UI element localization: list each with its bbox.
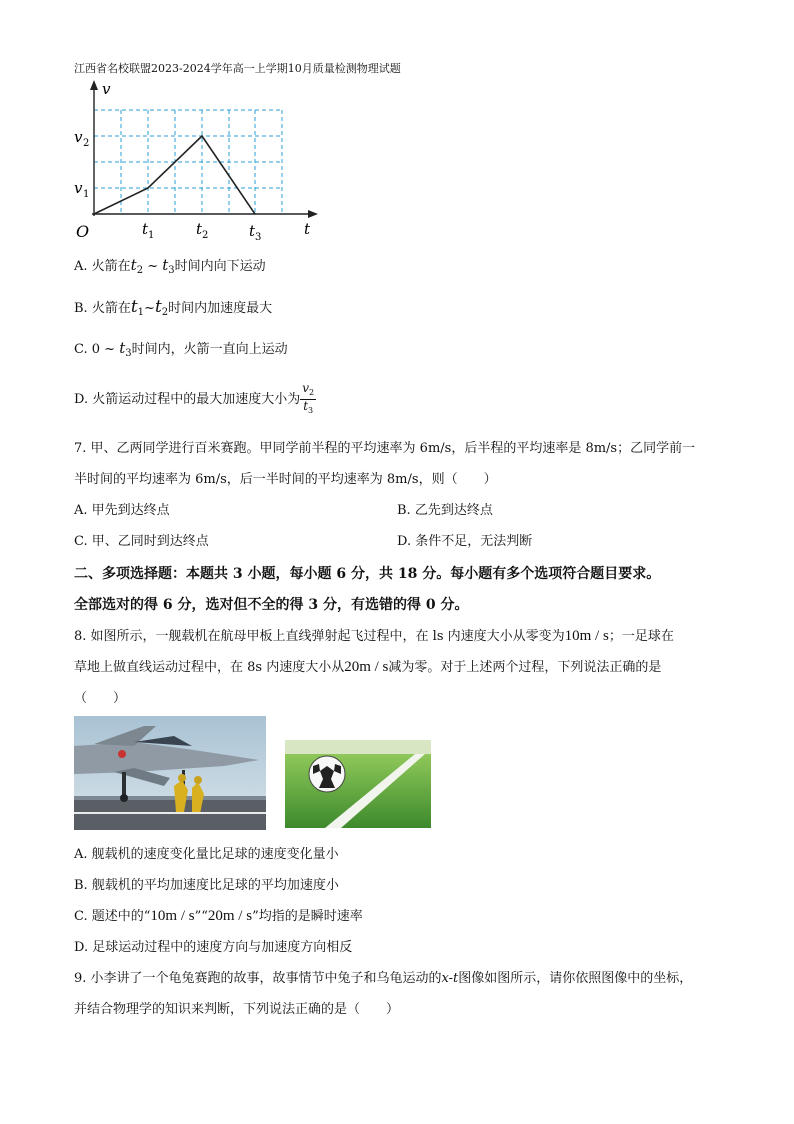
q7-option-d[interactable]: D. 条件不足，无法判断 xyxy=(397,534,533,549)
y-axis-label: v xyxy=(102,80,111,98)
origin-label: O xyxy=(76,222,90,241)
q9-stem-line2: 并结合物理学的知识来判断，下列说法正确的是（ ） xyxy=(74,1002,400,1017)
q7-stem-line2: 半时间的平均速率为 6m/s，后一半时间的平均速率为 8m/s，则（ ） xyxy=(74,472,497,487)
q6-option-d[interactable]: D. 火箭运动过程中的最大加速度大小为 $\frac{v_2}{t_3}$ xyxy=(74,381,315,415)
section2-heading-line2: 全部选对的得 6 分，选对但不全的得 3 分，有选错的得 0 分。 xyxy=(74,597,469,613)
tick-v1: v xyxy=(74,179,83,197)
q8-stem-line2: 草地上做直线运动过程中，在 8s 内速度大小从20m / s减为零。对于上述两个过程，下列说法正确的是 xyxy=(74,659,662,675)
q8-option-c[interactable]: C. 题述中的“10m / s”“20m / s”均指的是瞬时速率 xyxy=(74,908,363,924)
x-axis-arrow xyxy=(308,210,318,218)
q7-option-b[interactable]: B. 乙先到达终点 xyxy=(397,503,493,518)
q8-option-a[interactable]: A. 舰载机的速度变化量比足球的速度变化量小 xyxy=(74,847,339,862)
q6-option-c[interactable]: C. 0 ~ $t_3$时间内，火箭一直向上运动 xyxy=(74,339,288,359)
tick-t1-sub: 1 xyxy=(148,230,155,241)
q9-stem-line1: 9. 小李讲了一个龟兔赛跑的故事，故事情节中兔子和乌龟运动的x-t图像如图所示，请你依照图像中的坐标， xyxy=(74,971,693,986)
q8-stem-line1: 8. 如图所示，一舰载机在航母甲板上直线弹射起飞过程中，在 ls 内速度大小从零变为10m / s；一足球在 xyxy=(74,628,674,644)
q7-stem-line1: 7. 甲、乙两同学进行百米赛跑。甲同学前半程的平均速率为 6m/s，后半程的平均速率是 8m/s；乙同学前一 xyxy=(74,441,696,456)
tick-v2-sub: 2 xyxy=(83,138,90,149)
x-axis-label: t xyxy=(304,220,311,238)
tick-t3: t xyxy=(249,222,256,240)
tick-v2: v xyxy=(74,128,83,146)
tick-v1-sub: 1 xyxy=(83,189,90,200)
fraction-v2-over-t3: $\frac{v_2}{t_3}$ xyxy=(302,381,315,415)
q7-option-a[interactable]: A. 甲先到达终点 xyxy=(74,503,170,518)
q8-option-d[interactable]: D. 足球运动过程中的速度方向与加速度方向相反 xyxy=(74,940,353,955)
y-axis-arrow xyxy=(90,80,98,90)
q6-option-a[interactable]: A. 火箭在$t_2$ ~ $t_3$时间内向下运动 xyxy=(74,256,266,276)
q6-option-b[interactable]: B. 火箭在$t_1\sim t_2$时间内加速度最大 xyxy=(74,297,273,318)
soccer-ball-photo xyxy=(285,740,431,828)
q8-option-b[interactable]: B. 舰载机的平均加速度比足球的平均加速度小 xyxy=(74,878,339,893)
tick-t2: t xyxy=(196,220,203,238)
axes xyxy=(90,80,318,218)
carrier-jet-photo xyxy=(74,716,266,830)
tick-t2-sub: 2 xyxy=(202,230,209,241)
tick-t3-sub: 3 xyxy=(255,232,262,243)
vt-graph xyxy=(70,76,330,246)
grid xyxy=(94,110,282,214)
q8-stem-line3: （ ） xyxy=(74,691,127,706)
section2-heading-line1: 二、多项选择题：本题共 3 小题，每小题 6 分，共 18 分。每小题有多个选项符合题目要求。 xyxy=(74,566,661,582)
document-header: 江西省名校联盟2023-2024学年高一上学期10月质量检测物理试题 xyxy=(74,62,401,75)
q7-option-c[interactable]: C. 甲、乙同时到达终点 xyxy=(74,534,209,549)
tick-t1: t xyxy=(142,220,149,238)
